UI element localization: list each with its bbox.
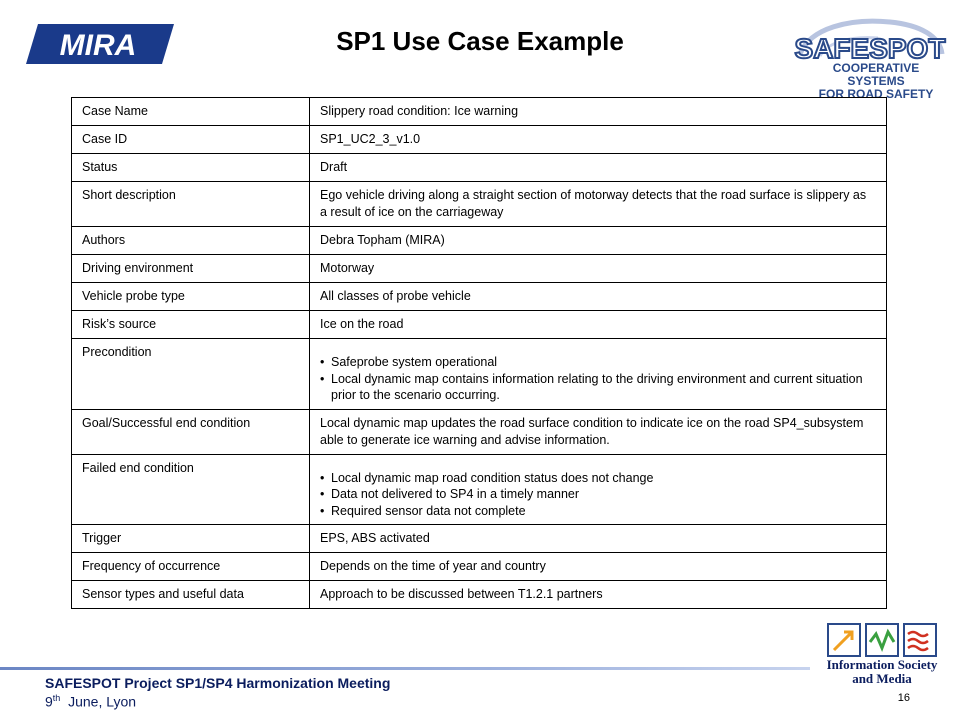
table-row bbox=[72, 581, 887, 609]
table-row bbox=[72, 227, 887, 255]
page-title: SP1 Use Case Example bbox=[336, 26, 624, 56]
row-value: Depends on the time of year and country bbox=[310, 553, 887, 581]
is-text-line2: and Media bbox=[852, 671, 912, 686]
table-row bbox=[72, 525, 887, 553]
row-label: Goal/Successful end condition bbox=[72, 409, 310, 454]
row-label: Status bbox=[72, 154, 310, 182]
footer-meeting-title: SAFESPOT Project SP1/SP4 Harmonization Meeting bbox=[45, 675, 391, 691]
information-society-text bbox=[812, 658, 952, 686]
safespot-tagline bbox=[806, 62, 946, 101]
footer-divider bbox=[0, 667, 810, 670]
row-value: Ice on the road bbox=[310, 311, 887, 339]
table-row bbox=[72, 283, 887, 311]
table-row bbox=[72, 255, 887, 283]
row-value bbox=[310, 454, 887, 525]
safespot-tagline-line1: COOPERATIVE SYSTEMS bbox=[832, 61, 920, 88]
row-value: All classes of probe vehicle bbox=[310, 283, 887, 311]
information-society-logo bbox=[826, 622, 938, 658]
use-case-table bbox=[71, 97, 887, 609]
safespot-tagline-line2: FOR ROAD SAFETY bbox=[818, 87, 934, 101]
list-item: • Required sensor data not complete bbox=[320, 503, 876, 520]
table-row bbox=[72, 553, 887, 581]
row-value: Approach to be discussed between T1.2.1 partners bbox=[310, 581, 887, 609]
table-row bbox=[72, 98, 887, 126]
row-value: EPS, ABS activated bbox=[310, 525, 887, 553]
table-row bbox=[72, 339, 887, 410]
row-label: Trigger bbox=[72, 525, 310, 553]
footer-date-suffix: th bbox=[52, 693, 61, 703]
table-row bbox=[72, 311, 887, 339]
row-label: Precondition bbox=[72, 339, 310, 410]
row-label: Risk’s source bbox=[72, 311, 310, 339]
row-label: Case Name bbox=[72, 98, 310, 126]
row-label: Authors bbox=[72, 227, 310, 255]
row-value: Draft bbox=[310, 154, 887, 182]
row-value: Debra Topham (MIRA) bbox=[310, 227, 887, 255]
list-item: • Local dynamic map road condition status does not change bbox=[320, 470, 876, 487]
footer-date bbox=[45, 693, 136, 710]
row-label: Failed end condition bbox=[72, 454, 310, 525]
safespot-logo-text: SAFESPOT bbox=[794, 33, 946, 64]
table-row bbox=[72, 182, 887, 227]
row-label: Case ID bbox=[72, 126, 310, 154]
row-value: Motorway bbox=[310, 255, 887, 283]
row-label: Sensor types and useful data bbox=[72, 581, 310, 609]
table-row bbox=[72, 454, 887, 525]
row-value: SP1_UC2_3_v1.0 bbox=[310, 126, 887, 154]
row-label: Short description bbox=[72, 182, 310, 227]
list-item: • Data not delivered to SP4 in a timely manner bbox=[320, 486, 876, 503]
page-number: 16 bbox=[897, 692, 910, 704]
table-row bbox=[72, 126, 887, 154]
table-row bbox=[72, 154, 887, 182]
list-item: • Safeprobe system operational bbox=[320, 354, 876, 371]
table-row bbox=[72, 409, 887, 454]
row-label: Frequency of occurrence bbox=[72, 553, 310, 581]
row-value: Local dynamic map updates the road surface condition to indicate ice on the road SP4_subsystem able to generate ice warning and advise information. bbox=[310, 409, 887, 454]
list-item: • Local dynamic map contains information relating to the driving environment and current situation prior to the scenario occurring. bbox=[320, 371, 876, 404]
bullet-list bbox=[320, 470, 876, 520]
mira-logo-text: MIRA bbox=[59, 29, 137, 62]
row-label: Driving environment bbox=[72, 255, 310, 283]
bullet-list bbox=[320, 354, 876, 404]
footer-date-rest: June, Lyon bbox=[60, 693, 137, 710]
row-value: Slippery road condition: Ice warning bbox=[310, 98, 887, 126]
footer-date-day: 9 bbox=[45, 693, 53, 710]
row-value bbox=[310, 339, 887, 410]
row-value: Ego vehicle driving along a straight section of motorway detects that the road surface is slippery as a result of ice on the carriageway bbox=[310, 182, 887, 227]
is-text-line1: Information Society bbox=[826, 657, 938, 672]
row-label: Vehicle probe type bbox=[72, 283, 310, 311]
